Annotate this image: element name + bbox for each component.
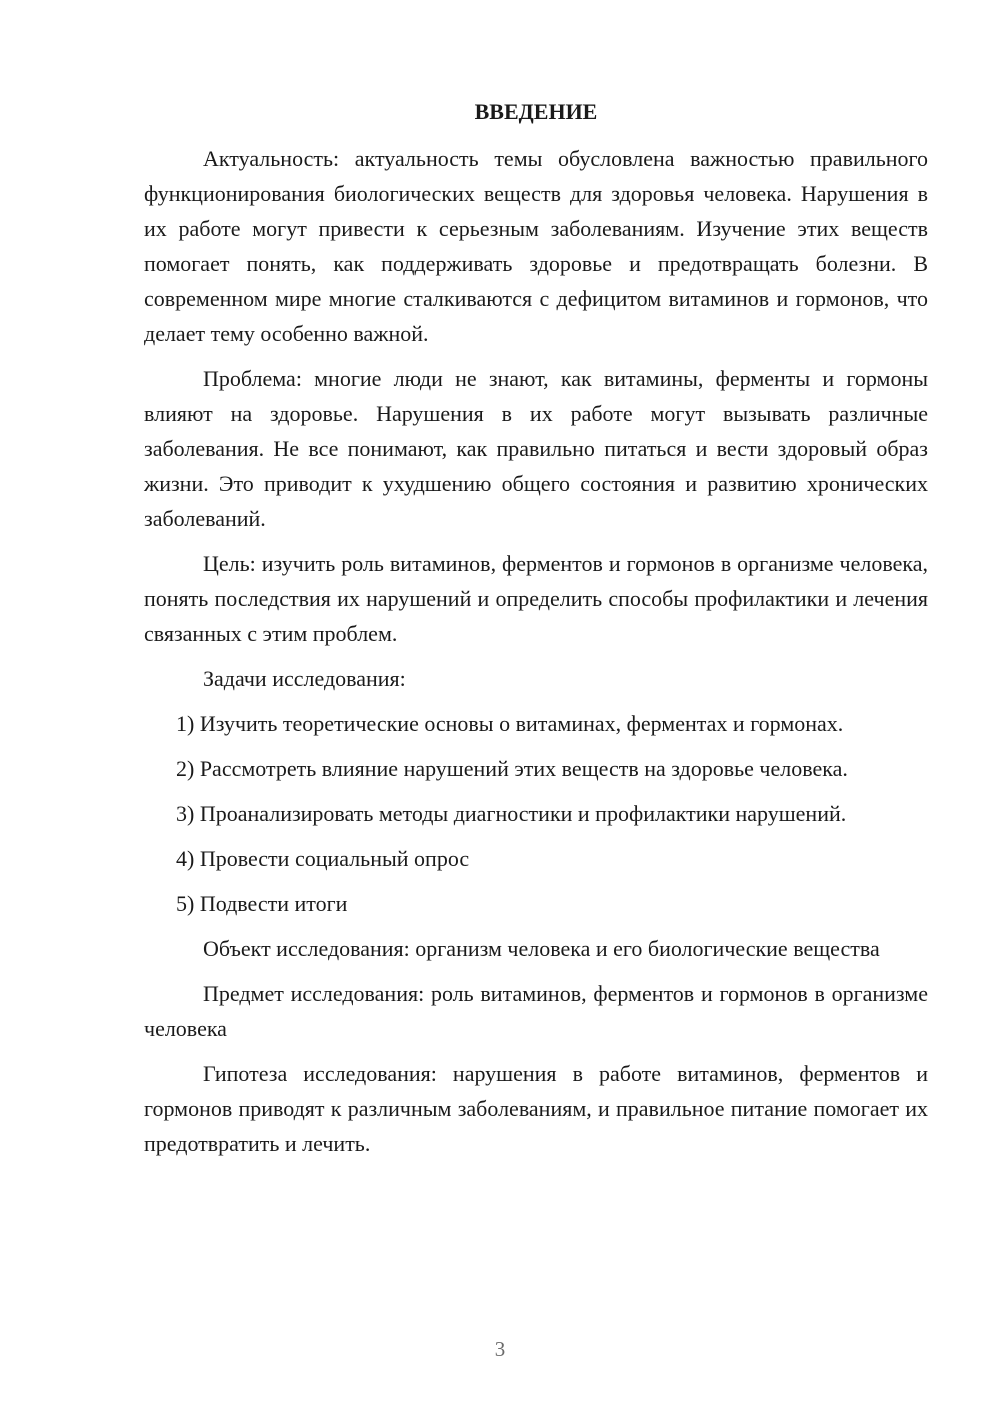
task-item: 2) Рассмотреть влияние нарушений этих веществ на здоровье человека. [176, 756, 848, 781]
relevance-paragraph: Актуальность: актуальность темы обусловлена важностью правильного функционирования биологических веществ для здоровья человека. Нарушения в их работе могут привести к серьезным заболеваниям. Изучение этих веществ помогает понять, как поддерживать здоровье и предотвращать болезни. В современном мире многие сталкиваются с дефицитом витаминов и гормонов, что делает тему особенно важной. [144, 146, 928, 346]
task-item: 1) Изучить теоретические основы о витаминах, ферментах и гормонах. [176, 711, 844, 736]
task-item: 3) Проанализировать методы диагностики и профилактики нарушений. [176, 801, 847, 826]
subject-paragraph: Предмет исследования: роль витаминов, ферментов и гормонов в организме человека [144, 981, 928, 1041]
problem-paragraph: Проблема: многие люди не знают, как витамины, ферменты и гормоны влияют на здоровье. Нарушения в их работе могут вызывать различные заболевания. Не все понимают, как правильно питаться и вести здоровый образ жизни. Это приводит к ухудшению общего состояния и развитию хронических заболеваний. [144, 366, 928, 531]
tasks-heading: Задачи исследования: [203, 666, 406, 691]
hypothesis-paragraph: Гипотеза исследования: нарушения в работе витаминов, ферментов и гормонов приводят к различным заболеваниям, и правильное питание помогает их предотвратить и лечить. [144, 1061, 928, 1156]
task-item: 5) Подвести итоги [176, 891, 348, 916]
task-item: 4) Провести социальный опрос [176, 846, 470, 871]
page-number: 3 [494, 1337, 506, 1361]
page-title: ВВЕДЕНИЕ [474, 99, 598, 124]
object-paragraph: Объект исследования: организм человека и его биологические вещества [203, 936, 880, 961]
goal-paragraph: Цель: изучить роль витаминов, ферментов и гормонов в организме человека, понять последствия их нарушений и определить способы профилактики и лечения связанных с этим проблем. [144, 551, 928, 646]
page-content [144, 94, 928, 1171]
